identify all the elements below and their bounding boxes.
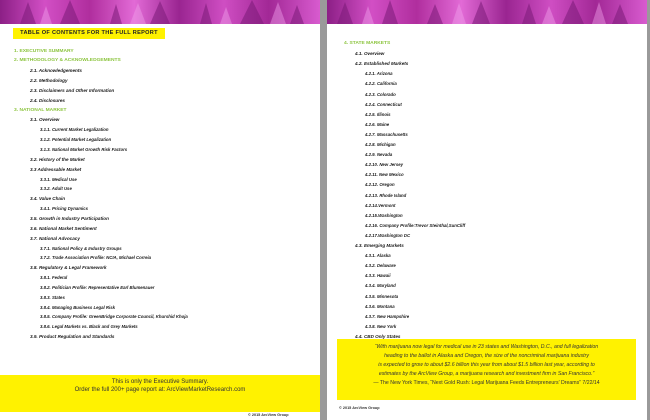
toc-entry: 4.3.8. New York — [365, 323, 397, 329]
toc-entry: 3.7.1. National Policy & Industry Groups — [40, 245, 122, 251]
quote-source: — The New York Times, “Next Gold Rush: Legal Marijuana Feeds Entrepreneurs' Dreams” 7/22/14 — [373, 380, 600, 386]
toc-entry: 3.1.2. Potential Market Legalization — [40, 137, 112, 143]
toc-entry: 4.2.1. Arizona — [365, 71, 393, 77]
toc-entry: 2.3. Disclaimers and Other Information — [30, 87, 115, 93]
toc-entry: 4.2.15.Washington — [365, 212, 403, 218]
header-banner-image — [0, 0, 320, 24]
toc-entry: 4.2.17.Washington DC — [365, 232, 411, 238]
toc-entry: 4.3.2. Delaware — [365, 263, 396, 269]
toc-entry: 4.1. Overview — [355, 51, 385, 57]
toc-entry: 1. EXECUTIVE SUMMARY — [14, 48, 74, 54]
toc-entry: 3.8.5. Company Profile: GreenBridge Corporate Council, Khurshid Khoja — [40, 314, 188, 320]
toc-entry: 3.1.3. National Market Growth Risk Factors — [40, 147, 128, 152]
callout-line: This is only the Executive Summary. — [111, 379, 209, 385]
toc-entry: 4.2.10. New Jersey — [365, 162, 403, 168]
toc-entry: 4.2.9. Nevada — [365, 152, 393, 158]
copyright-footer: © 2015 ArcView Group — [339, 406, 380, 410]
toc-entry: 4.2.13. Rhode Island — [365, 192, 407, 198]
toc-entry: 3.8. Regulatory & Legal Framework — [30, 265, 107, 271]
toc-entry: 4.3.1. Alaska — [365, 253, 391, 259]
toc-entry: 3.4. Value Chain — [30, 196, 66, 202]
toc-entry: 2.2. Methodology — [30, 78, 68, 84]
quote-callout — [337, 339, 636, 400]
callout-line: Order the full 200+ page report at: ArcViewMarketResearch.com — [74, 387, 246, 393]
toc-entry: 3.3.1. Medical Use — [40, 176, 77, 182]
toc-entry: 4.2.11. New Mexico — [365, 172, 404, 178]
toc-entry: 4.2. Established Markets — [355, 61, 409, 67]
toc-entry: 3.1.1. Current Market Legalization — [40, 127, 109, 133]
toc-entry: 4.2.14.Vermont — [365, 202, 396, 208]
quote-line: “With marijuana now legal for medical use in 23 states and Washington, D.C., and full legalization — [374, 344, 599, 350]
toc-entry: 3.7. National Advocacy — [30, 235, 80, 241]
toc-entry: 4.2.2. California — [365, 81, 397, 87]
toc-entry: 3.8.1. Federal — [40, 275, 68, 281]
toc-entry: 4.2.12. Oregon — [365, 182, 395, 188]
toc-entry: 4.2.16. Company Profile:Trevor Steinthal,SunCliff — [365, 222, 466, 228]
report-page-right — [327, 0, 647, 420]
toc-entry: 3.8.2. Politician Profile: Representative Earl Blumenauer — [40, 284, 155, 290]
toc-entry: 3. NATIONAL MARKET — [14, 107, 67, 113]
toc-entry: 3.3.2. Adult Use — [40, 186, 72, 192]
toc-entry: 4.3.3. Hawaii — [365, 273, 391, 279]
toc-entry: 4.3.7. New Hampshire — [365, 313, 410, 319]
toc-entry: 2. METHODOLOGY & ACKNOWLEDGEMENTS — [14, 58, 121, 64]
copyright-footer: © 2015 ArcView Group — [248, 413, 289, 417]
toc-entry: 3.2. History of the Market — [30, 156, 85, 162]
quote-line: estimates by the ArcView Group, a marijuana research and investment firm in San Francisco.” — [378, 371, 595, 377]
toc-entry: 4.2.6. Maine — [365, 121, 390, 127]
toc-entry: 4.3.4. Maryland — [365, 283, 396, 289]
toc-entry: 3.7.2. Trade Association Profile: NCIA, Michael Correia — [40, 255, 152, 261]
toc-entry: 4.4. CBD Only States — [355, 333, 401, 339]
toc-entry: 4. STATE MARKETS — [344, 41, 391, 46]
order-report-callout — [0, 375, 320, 412]
toc-entry: 4.2.3. Colorado — [365, 91, 396, 97]
toc-entry: 4.2.4. Connecticut — [365, 101, 402, 107]
toc-entry: 4.3. Emerging Markets — [355, 243, 404, 248]
toc-entry: 3.3 Addressable Market — [30, 166, 82, 172]
header-banner-image — [327, 0, 647, 24]
quote-line: is expected to grow to about $2.6 billion this year from about $1.5 billion last year, according to — [378, 362, 595, 368]
toc-entry: 2.1. Acknowledgements — [30, 68, 82, 74]
toc-entry: 3.4.1. Pricing Dynamics — [40, 206, 89, 212]
toc-title: TABLE OF CONTENTS FOR THE FULL REPORT — [13, 28, 165, 39]
toc-entry: 2.4. Disclosures — [30, 97, 65, 103]
toc-entry: 3.6. National Market Sentiment — [30, 225, 97, 231]
toc-entry: 3.8.3. States — [40, 294, 65, 300]
toc-entry: 4.2.7. Massachusetts — [365, 131, 408, 137]
toc-entry: 3.8.4. Managing Business Legal Risk — [40, 304, 115, 310]
toc-entry: 4.3.6. Montana — [365, 303, 395, 309]
toc-entry: 3.9. Product Regulation and Standards — [30, 334, 115, 340]
toc-entry: 3.5. Growth in Industry Participation — [30, 215, 109, 221]
toc-entry: 4.2.8. Michigan — [365, 142, 396, 147]
report-page-left — [0, 0, 320, 420]
toc-entry: 3.8.6. Legal Markets vs. Black and Grey Markets — [40, 324, 138, 330]
quote-line: heading to the ballot in Alaska and Oregon, the size of the noncriminal marijuana industry — [384, 353, 589, 359]
toc-entry: 4.3.5. Minnesota — [365, 293, 399, 299]
toc-entry: 3.1. Overview — [30, 117, 60, 123]
toc-entry: 4.2.5. Illinois — [365, 111, 391, 117]
